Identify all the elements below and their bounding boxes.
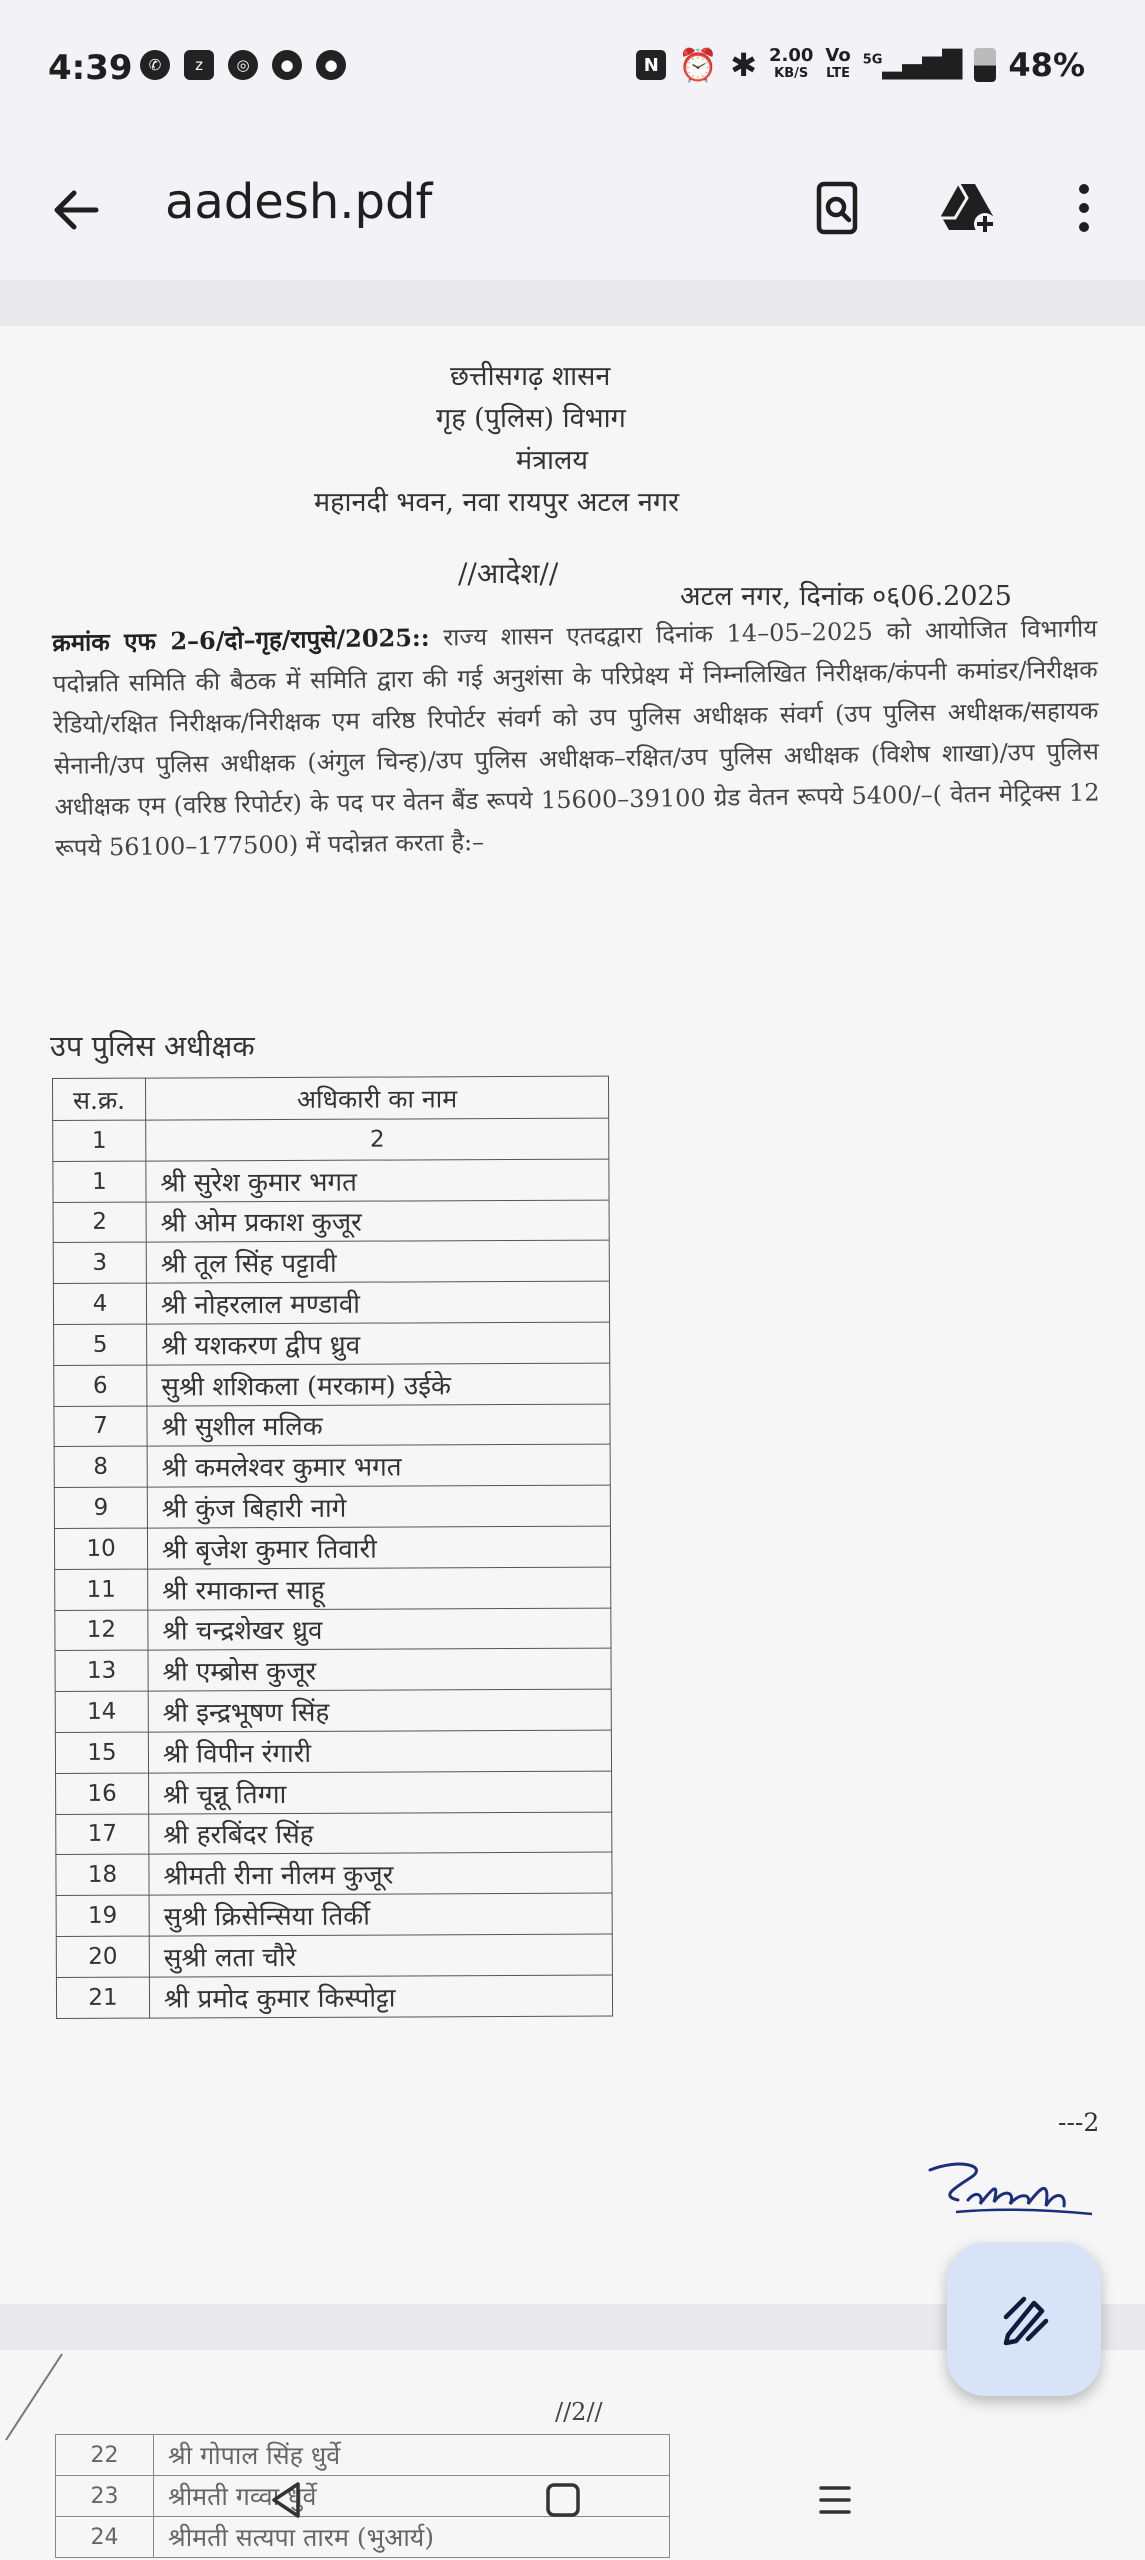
drive-add-icon[interactable]	[935, 176, 999, 240]
volte-icon	[825, 45, 851, 82]
serial-number: 15	[55, 1732, 148, 1773]
officer-name: श्री कुंज बिहारी नागे	[147, 1485, 610, 1528]
serial-number: 1	[53, 1161, 146, 1202]
signal-icon: $^{5G}$▂▄▆█	[862, 50, 963, 80]
order-date: अटल नगर, दिनांक ०६06.2025	[680, 581, 1012, 612]
officer-name: श्री हरबिंदर सिंह	[149, 1812, 612, 1855]
whatsapp-icon: ✆	[140, 50, 170, 80]
serial-number: 22	[56, 2435, 154, 2476]
serial-number: 16	[56, 1773, 149, 1814]
speed-value: 2.00	[768, 45, 814, 66]
page-2-label: //2//	[555, 2398, 603, 2426]
officer-name: श्री तूल सिंह पट्टावी	[146, 1240, 609, 1283]
more-vert-icon[interactable]	[1052, 176, 1116, 240]
table-row	[54, 1404, 610, 1447]
serial-number: 10	[54, 1528, 147, 1569]
officer-name: श्री कमलेश्वर कुमार भगत	[147, 1444, 610, 1487]
officer-name: श्री चून्नू तिग्गा	[149, 1771, 612, 1814]
officer-name: श्री नोहरलाल मण्डावी	[146, 1281, 609, 1324]
table-row	[55, 1730, 611, 1773]
system-indicators	[636, 46, 1085, 84]
officer-name: श्री प्रमोद कुमार किस्पोट्टा	[149, 1975, 612, 2018]
pdf-page-1[interactable]	[0, 326, 1145, 2304]
serial-number: 23	[56, 2476, 154, 2517]
table-row	[55, 1608, 611, 1651]
table-row	[56, 1893, 612, 1936]
notification-icon: ●	[272, 50, 302, 80]
serial-number: 13	[55, 1650, 148, 1691]
nav-recents-icon[interactable]	[805, 2470, 865, 2530]
table-header-row	[53, 1076, 609, 1120]
order-reference: //आदेश//	[458, 557, 559, 590]
bluetooth-icon: ✱	[730, 46, 757, 84]
officer-name: सुश्री क्रिसेन्सिया तिर्की	[149, 1893, 612, 1936]
serial-number: 18	[56, 1854, 149, 1895]
officer-name: श्री रमाकान्त साहू	[148, 1567, 611, 1610]
header-line-4: महानदी भवन, नवा रायपुर अटल नगर	[314, 487, 680, 518]
officer-name: सुश्री लता चौरे	[149, 1934, 612, 1977]
officers-table	[52, 1076, 613, 2019]
officer-name: श्री यशकरण द्वीप ध्रुव	[147, 1322, 610, 1365]
officer-name: श्री गोपाल सिंह धुर्वे	[154, 2435, 670, 2476]
battery-percent: 48%	[1008, 46, 1085, 84]
table-row	[54, 1444, 610, 1487]
index-cell: 2	[146, 1118, 609, 1161]
officer-name: श्रीमती सत्यपा तारम (भुआर्य)	[154, 2517, 670, 2558]
order-text: राज्य शासन एतदद्वारा दिनांक 14–05–2025 को आयोजित विभागीय पदोन्नति समिति की बैठक में समिति द्वारा की गई अनुशंसा के परिप्रेक्ष्य में निम्नलिखित निरीक्षक/कंपनी कमांडर/निरीक्षक रेडियो/रक्षित निरीक्षक/निरीक्षक एम वरिष्ठ रिपोर्टर संवर्ग को उप पुलिस अधीक्षक संवर्ग (उप पुलिस अधीक्षक/सहायक सेनानी/उप पुलिस अधीक्षक (अंगुल चिन्ह)/उप पुलिस अधीक्षक–रक्षित/उप पुलिस अधीक्षक (विशेष शाखा)/उप पुलिस अधीक्षक एम (वरिष्ठ रिपोर्टर) के पद पर वेतन बैंड रूपये 15600–39100 ग्रेड वेतन रूपये 5400/–( वेतन मेट्रिक्स 12 रूपये 56100–177500) में पदोन्नत करता है:–	[52, 614, 1100, 862]
index-cell: 1	[53, 1120, 146, 1161]
table-row	[54, 1322, 610, 1365]
table-row	[56, 1975, 612, 2018]
officer-name: श्री चन्द्रशेखर ध्रुव	[148, 1608, 611, 1651]
app-bar	[0, 140, 1145, 280]
officer-name: श्री इन्द्रभूषण सिंह	[148, 1689, 611, 1732]
serial-number: 7	[54, 1406, 147, 1447]
notification-icon: ●	[316, 50, 346, 80]
edit-annotate-icon	[994, 2289, 1054, 2349]
table-row	[54, 1526, 610, 1569]
continuation-marker: ---2	[1058, 2108, 1100, 2137]
table-row	[53, 1159, 609, 1202]
nav-back-icon[interactable]	[258, 2470, 318, 2530]
serial-number: 2	[53, 1202, 146, 1243]
speed-unit: KB/S	[774, 66, 809, 81]
volte-bottom: LTE	[826, 66, 850, 81]
notification-icons	[140, 50, 346, 80]
table-row	[56, 1771, 612, 1814]
clock: 4:39	[48, 48, 133, 88]
file-title: aadesh.pdf	[165, 174, 433, 230]
officer-name: सुश्री शशिकला (मरकाम) उईके	[147, 1363, 610, 1406]
volte-top: Vo	[825, 45, 851, 66]
table-row	[54, 1363, 610, 1406]
serial-number: 14	[55, 1691, 148, 1732]
serial-number: 21	[56, 1977, 149, 2018]
serial-number: 3	[53, 1242, 146, 1283]
header-line-2: गृह (पुलिस) विभाग	[436, 403, 626, 434]
serial-number: 8	[54, 1446, 147, 1487]
app-icon: ◎	[228, 50, 258, 80]
serial-number: 9	[54, 1487, 147, 1528]
battery-icon	[974, 48, 996, 82]
back-arrow-icon[interactable]	[46, 180, 106, 240]
table-row	[53, 1281, 609, 1324]
officer-name: श्री सुशील मलिक	[147, 1404, 610, 1447]
officer-name: श्री बृजेश कुमार तिवारी	[147, 1526, 610, 1569]
table-row	[55, 1567, 611, 1610]
table-row	[56, 1934, 612, 1977]
network-type: 5G	[862, 52, 883, 68]
serial-number: 19	[56, 1895, 149, 1936]
table-row	[53, 1200, 609, 1243]
order-number: क्रमांक एफ 2–6/दो–गृह/रापुसे/2025::	[52, 622, 430, 657]
officer-name: श्री सुरेश कुमार भगत	[146, 1159, 609, 1202]
zomato-icon: z	[184, 50, 214, 80]
serial-number: 5	[54, 1324, 147, 1365]
signature	[920, 2148, 1100, 2228]
order-paragraph	[52, 607, 1100, 869]
table-row	[56, 1812, 612, 1855]
nav-home-icon[interactable]	[533, 2470, 593, 2530]
serial-number: 24	[56, 2517, 154, 2558]
header-officer-name: अधिकारी का नाम	[146, 1076, 609, 1120]
officer-name: श्री एम्ब्रोस कुजूर	[148, 1648, 611, 1691]
section-heading: उप पुलिस अधीक्षक	[50, 1029, 255, 1063]
table-row	[56, 1852, 612, 1895]
serial-number: 11	[55, 1569, 148, 1610]
header-line-3: मंत्रालय	[516, 445, 589, 476]
officer-name: श्री ओम प्रकाश कुजूर	[146, 1200, 609, 1243]
alarm-icon: ⏰	[678, 46, 719, 84]
header-line-1: छत्तीसगढ़ शासन	[450, 361, 611, 392]
officer-name: श्रीमती रीना नीलम कुजूर	[149, 1852, 612, 1895]
serial-number: 4	[53, 1283, 146, 1324]
header-serial: स.क्र.	[53, 1078, 146, 1120]
column-index-row	[53, 1118, 609, 1161]
status-bar	[0, 0, 1145, 140]
table-row	[55, 1689, 611, 1732]
annotate-fab[interactable]	[947, 2242, 1101, 2396]
serial-number: 12	[55, 1610, 148, 1651]
officer-name: श्रीमती गव्वा धुर्वे	[154, 2476, 670, 2517]
table-row	[53, 1240, 609, 1283]
officer-name: श्री विपीन रंगारी	[148, 1730, 611, 1773]
serial-number: 17	[56, 1814, 149, 1855]
table-row	[55, 1648, 611, 1691]
network-speed	[768, 45, 814, 82]
table-row	[54, 1485, 610, 1528]
navigation-bar	[0, 2440, 1145, 2560]
serial-number: 20	[56, 1936, 149, 1977]
serial-number: 6	[54, 1365, 147, 1406]
nfc-icon: N	[636, 50, 666, 80]
search-document-icon[interactable]	[805, 176, 869, 240]
